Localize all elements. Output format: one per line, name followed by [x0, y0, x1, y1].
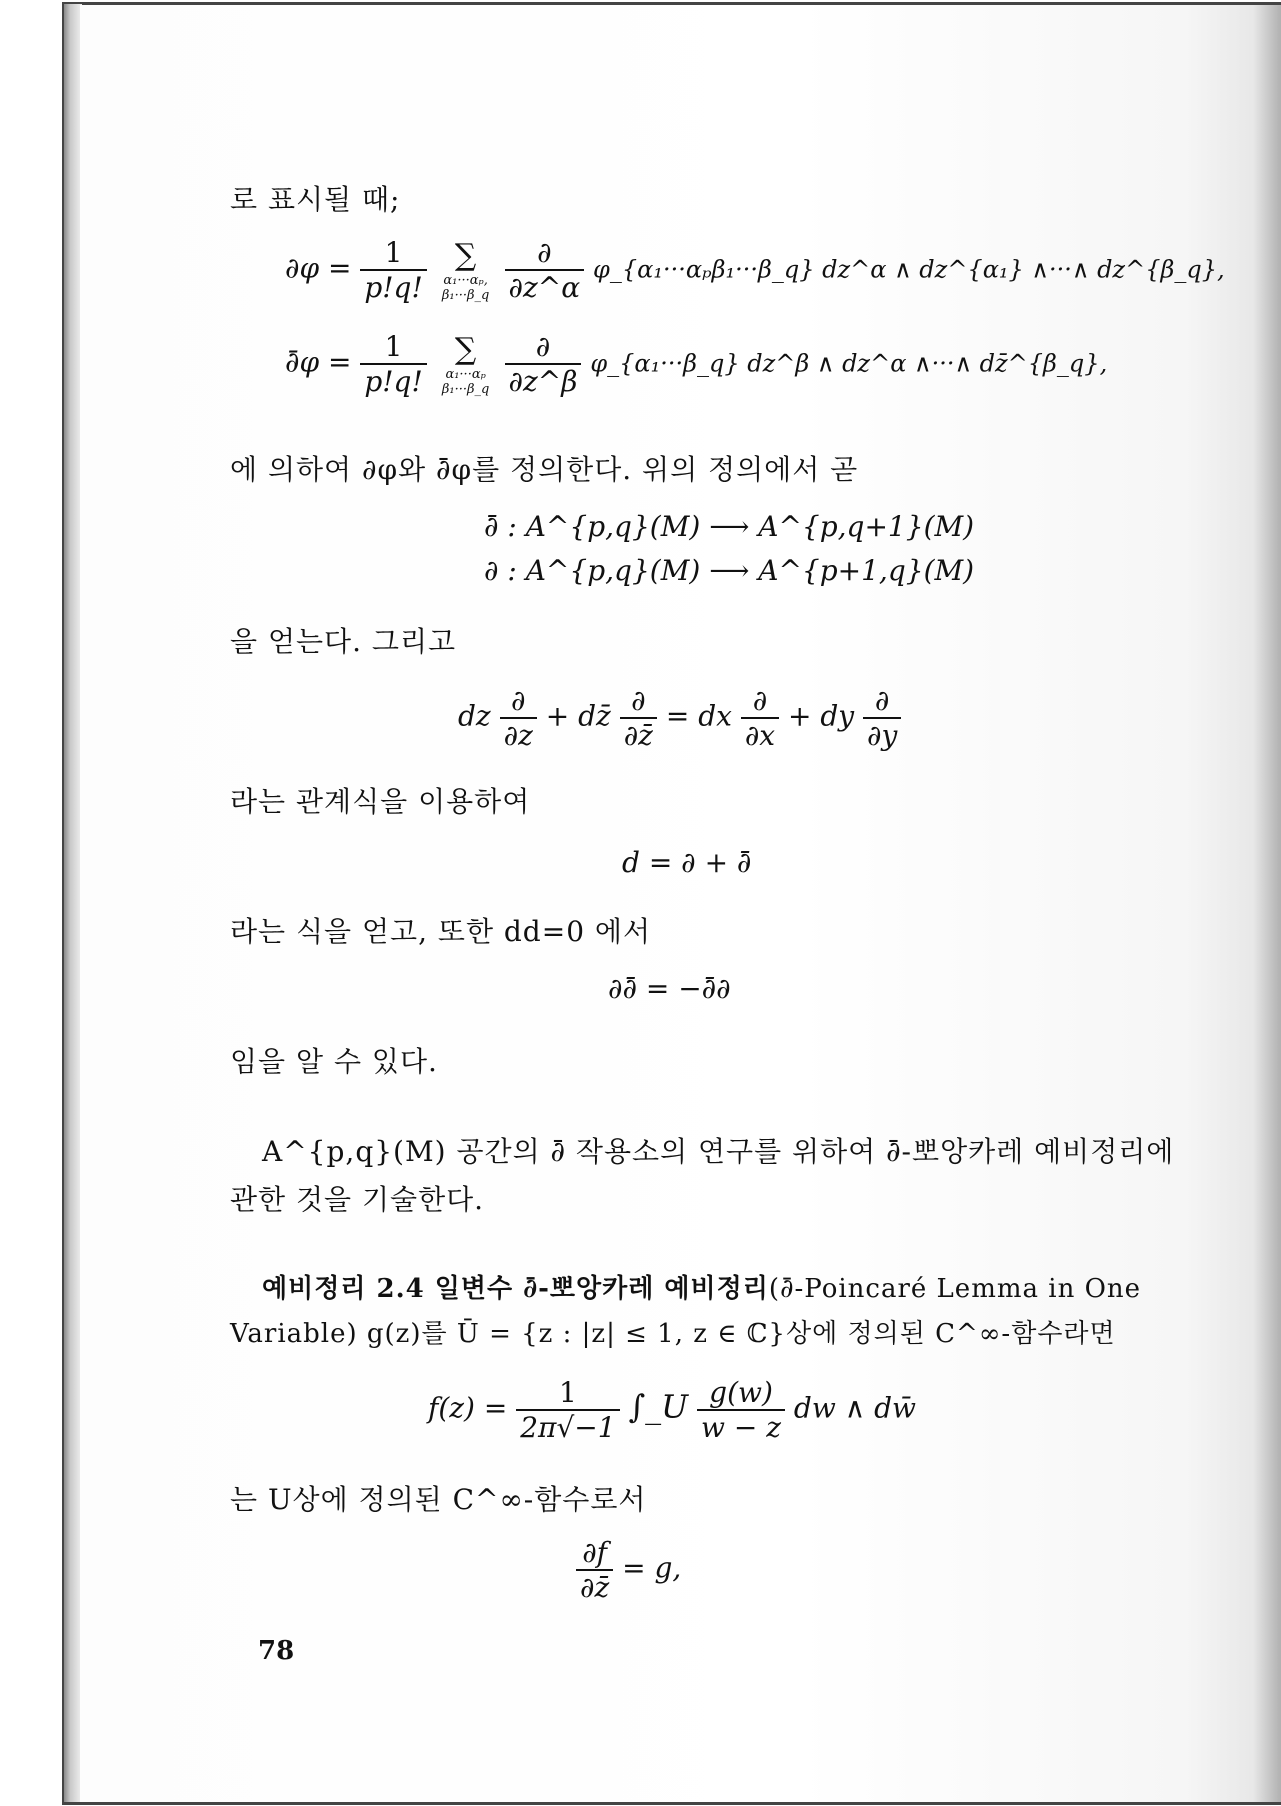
paragraph-conclusion: 임을 알 수 있다.	[230, 1045, 438, 1078]
map-del: ∂ : A^{p,q}(M) ⟶ A^{p+1,q}(M)	[484, 554, 975, 587]
eq1-pd-den: ∂z^α	[505, 269, 585, 304]
rel-frac-3-den: ∂x	[741, 717, 779, 752]
eq-final-den: ∂z̄	[576, 1569, 613, 1604]
rel-frac-1-den: ∂z	[500, 717, 537, 752]
eq-final-rest: = g,	[622, 1551, 682, 1585]
paragraph-cinfinity: 는 U상에 정의된 C^∞-함수로서	[230, 1483, 647, 1516]
rel-frac-3-num: ∂	[752, 684, 768, 717]
rel-frac-2-num: ∂	[631, 684, 646, 717]
eq-f-fraction	[516, 1376, 619, 1444]
eq1-sum-symbol: ∑	[454, 237, 477, 273]
rel-frac-4	[863, 684, 901, 752]
eq-final-num: ∂f	[582, 1536, 608, 1569]
eq2-pd-den: ∂z^β	[505, 363, 582, 398]
eq2-sum-symbol: ∑	[454, 331, 477, 367]
eq1-fraction	[360, 236, 426, 304]
equation-relation	[458, 684, 901, 752]
eq1-rest: φ_{α₁···αₚβ₁···β_q} dz^α ∧ dz^{α₁} ∧···∧ dz^{β_q},	[593, 255, 1225, 284]
eq-f-frac-num: 1	[558, 1376, 577, 1409]
eq2-sum	[436, 332, 496, 397]
paragraph-define: 에 의하여 ∂φ와 ∂̄φ를 정의한다. 위의 정의에서 곧	[230, 453, 859, 486]
rel-frac-2-den: ∂z̄	[620, 717, 657, 752]
lemma-heading	[262, 1268, 1141, 1305]
eq2-pd-num: ∂	[535, 330, 551, 363]
eq-f-lhs: f(z) =	[428, 1391, 508, 1425]
eq-f-integral: ∫_U	[628, 1387, 689, 1426]
page-number: 78	[258, 1636, 295, 1666]
paragraph-lemma-intro-line2: 관한 것을 기술한다.	[230, 1183, 485, 1216]
eq-f-gw	[697, 1376, 785, 1444]
rel-plus-1: + dz̄	[545, 699, 611, 733]
lemma-name: (∂̄-Poincaré Lemma in One	[768, 1274, 1142, 1304]
eq-f-gw-num: g(w)	[709, 1376, 773, 1409]
eq-f-gw-den: w − z	[697, 1409, 785, 1444]
lemma-title: 예비정리 2.4 일변수 ∂̄-뽀앙카레 예비정리	[262, 1274, 769, 1304]
eq1-pd-num: ∂	[537, 236, 552, 269]
rel-frac-1	[500, 684, 537, 752]
map-delbar: ∂̄ : A^{p,q}(M) ⟶ A^{p,q+1}(M)	[484, 510, 975, 543]
eq2-lhs: ∂̄φ =	[285, 345, 352, 379]
eq1-sum	[436, 238, 496, 303]
eq1-sum-sub1: α₁···αₚ,	[443, 272, 488, 288]
eq-final-fraction	[576, 1536, 613, 1604]
equation-d: d = ∂ + ∂̄	[622, 846, 752, 879]
paragraph-use-relation: 라는 관계식을 이용하여	[230, 785, 531, 818]
rel-frac-2	[620, 684, 657, 752]
rel-dz: dz	[458, 699, 491, 733]
rel-frac-4-num: ∂	[874, 684, 890, 717]
eq2-rest: φ_{α₁···β_q} dz^β ∧ dz^α ∧···∧ dz̄^{β_q},	[590, 349, 1108, 378]
rel-frac-1-num: ∂	[510, 684, 526, 717]
rel-plus-2: + dy	[788, 699, 855, 733]
page-shadow	[1253, 5, 1281, 1802]
rel-eq: = dx	[665, 699, 732, 733]
paragraph-intro: 로 표시될 때;	[230, 183, 401, 216]
eq1-partial	[505, 236, 585, 304]
lemma-statement: Variable) g(z)를 Ū = {z : |z| ≤ 1, z ∈ ℂ}상에 정의된 C^∞-함수라면	[230, 1319, 1116, 1349]
eq-f-frac-den: 2π√−1	[516, 1409, 619, 1444]
eq1-frac-num: 1	[384, 236, 403, 269]
equation-final	[576, 1536, 681, 1604]
eq2-sum-sub2: β₁···β_q	[441, 381, 490, 397]
eq2-frac-num: 1	[384, 330, 403, 363]
equation-f-integral	[428, 1376, 916, 1444]
equation-delbar-phi	[285, 330, 1107, 420]
equation-del-phi	[285, 236, 1225, 326]
eq1-sum-sub2: β₁···β_q	[441, 287, 490, 303]
eq2-fraction	[360, 330, 426, 398]
book-spine	[62, 4, 82, 1802]
rel-frac-4-den: ∂y	[863, 717, 901, 752]
rel-frac-3	[741, 684, 779, 752]
eq-f-rest: dw ∧ dw̄	[793, 1391, 916, 1425]
eq2-frac-den: p!q!	[360, 363, 426, 398]
book-edge-bottom	[62, 1802, 1281, 1805]
paragraph-dd-zero: 라는 식을 얻고, 또한 dd=0 에서	[230, 915, 652, 948]
eq2-partial	[505, 330, 582, 398]
paragraph-obtain: 을 얻는다. 그리고	[230, 625, 457, 658]
eq1-lhs: ∂φ =	[285, 251, 352, 285]
paragraph-lemma-intro-line1: A^{p,q}(M) 공간의 ∂̄ 작용소의 연구를 위하여 ∂̄-뽀앙카레 예비정리에	[262, 1135, 1175, 1168]
equation-anticommute: ∂∂̄ = −∂̄∂	[608, 972, 731, 1005]
eq1-frac-den: p!q!	[360, 269, 426, 304]
eq2-sum-sub1: α₁···αₚ	[445, 366, 486, 382]
